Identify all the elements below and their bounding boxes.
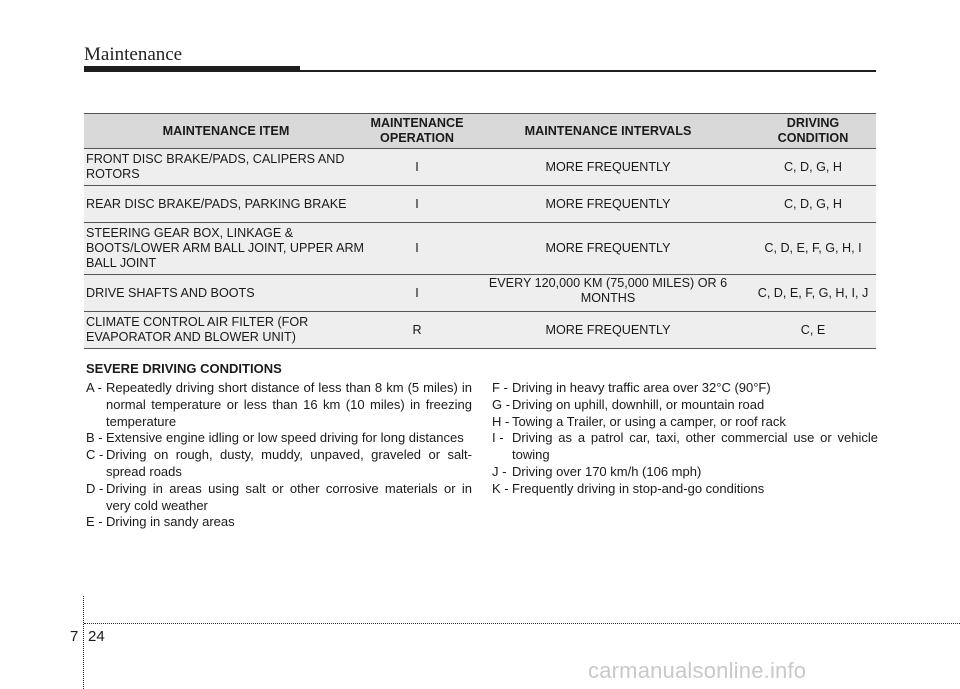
footer-vertical-rule <box>83 596 84 689</box>
condition-text: Driving in areas using salt or other corrosive materials or in very cold weather <box>106 480 472 513</box>
condition-key: A - <box>86 380 102 395</box>
conditions-right-column <box>492 380 878 498</box>
cell-operation: I <box>368 149 466 186</box>
condition-key: F - <box>492 380 508 395</box>
condition-text: Driving over 170 km/h (106 mph) <box>512 463 702 479</box>
cell-item: CLIMATE CONTROL AIR FILTER (FOR EVAPORATOR AND BLOWER UNIT) <box>84 312 368 349</box>
header-rule-thin <box>300 70 876 72</box>
condition-text: Driving in heavy traffic area over 32°C (90°F) <box>512 380 771 395</box>
cell-item: FRONT DISC BRAKE/PADS, CALIPERS AND ROTORS <box>84 149 368 186</box>
table-row <box>84 275 876 312</box>
cell-item: STEERING GEAR BOX, LINKAGE & BOOTS/LOWER ARM BALL JOINT, UPPER ARM BALL JOINT <box>84 223 368 275</box>
column-header-item: MAINTENANCE ITEM <box>84 114 368 149</box>
cell-interval: MORE FREQUENTLY <box>466 223 750 275</box>
condition-item <box>492 430 878 464</box>
condition-text: Extensive engine idling or low speed driving for long distances <box>106 430 464 446</box>
cell-interval: EVERY 120,000 KM (75,000 MILES) OR 6 MONTHS <box>466 275 750 312</box>
page-number: 24 <box>88 628 105 645</box>
condition-item <box>492 397 878 414</box>
condition-text: Frequently driving in stop-and-go conditions <box>512 480 765 496</box>
condition-text: Driving on uphill, downhill, or mountain road <box>512 396 765 412</box>
header-rule-thick <box>84 66 300 72</box>
conditions-left-column <box>86 380 472 531</box>
condition-key: K - <box>492 480 509 496</box>
condition-item <box>492 464 878 481</box>
cell-condition: C, D, G, H <box>750 149 876 186</box>
maintenance-table <box>84 113 876 349</box>
table-row <box>84 223 876 275</box>
cell-operation: I <box>368 275 466 312</box>
condition-text: Driving on rough, dusty, muddy, unpaved, graveled or salt-spread roads <box>106 447 472 479</box>
condition-item <box>86 380 472 430</box>
condition-key: E - <box>86 514 103 530</box>
page-header-title: Maintenance <box>84 44 183 65</box>
table-row <box>84 149 876 186</box>
condition-item <box>86 481 472 515</box>
column-header-intervals: MAINTENANCE INTERVALS <box>466 114 750 149</box>
condition-key: G - <box>492 396 511 412</box>
cell-condition: C, D, G, H <box>750 186 876 223</box>
footer-horizontal-rule <box>84 623 960 624</box>
condition-text: Driving in sandy areas <box>106 514 235 530</box>
condition-key: J - <box>492 463 507 479</box>
column-header-operation: MAINTENANCE OPERATION <box>368 114 466 149</box>
condition-key: H - <box>492 413 510 429</box>
cell-interval: MORE FREQUENTLY <box>466 186 750 223</box>
cell-operation: I <box>368 186 466 223</box>
condition-key: I - <box>492 430 504 446</box>
condition-item <box>492 414 878 431</box>
condition-item <box>86 514 472 531</box>
severe-conditions-title: SEVERE DRIVING CONDITIONS <box>86 361 282 376</box>
cell-interval: MORE FREQUENTLY <box>466 149 750 186</box>
cell-operation: I <box>368 223 466 275</box>
watermark-text: carmanualsonline.info <box>588 658 807 683</box>
condition-item <box>86 447 472 481</box>
cell-item: REAR DISC BRAKE/PADS, PARKING BRAKE <box>84 186 368 223</box>
condition-key: D - <box>86 480 104 496</box>
table-row <box>84 186 876 223</box>
table-row <box>84 312 876 349</box>
cell-condition: C, E <box>750 312 876 349</box>
chapter-number: 7 <box>70 628 79 645</box>
condition-item <box>492 481 878 498</box>
condition-item <box>492 380 878 397</box>
table-header-row <box>84 114 876 149</box>
condition-text: Repeatedly driving short distance of less than 8 km (5 miles) in normal temperature or less than 16 km (10 miles) in freezing temperature <box>106 380 472 429</box>
cell-condition: C, D, E, F, G, H, I, J <box>750 275 876 312</box>
condition-item <box>86 430 472 447</box>
condition-key: C - <box>86 447 104 463</box>
cell-condition: C, D, E, F, G, H, I <box>750 223 876 275</box>
condition-text: Towing a Trailer, or using a camper, or roof rack <box>512 413 786 429</box>
cell-item: DRIVE SHAFTS AND BOOTS <box>84 275 368 312</box>
cell-interval: MORE FREQUENTLY <box>466 312 750 349</box>
condition-key: B - <box>86 430 103 446</box>
column-header-condition: DRIVING CONDITION <box>750 114 876 149</box>
cell-operation: R <box>368 312 466 349</box>
condition-text: Driving as a patrol car, taxi, other commercial use or vehicle towing <box>512 430 878 463</box>
